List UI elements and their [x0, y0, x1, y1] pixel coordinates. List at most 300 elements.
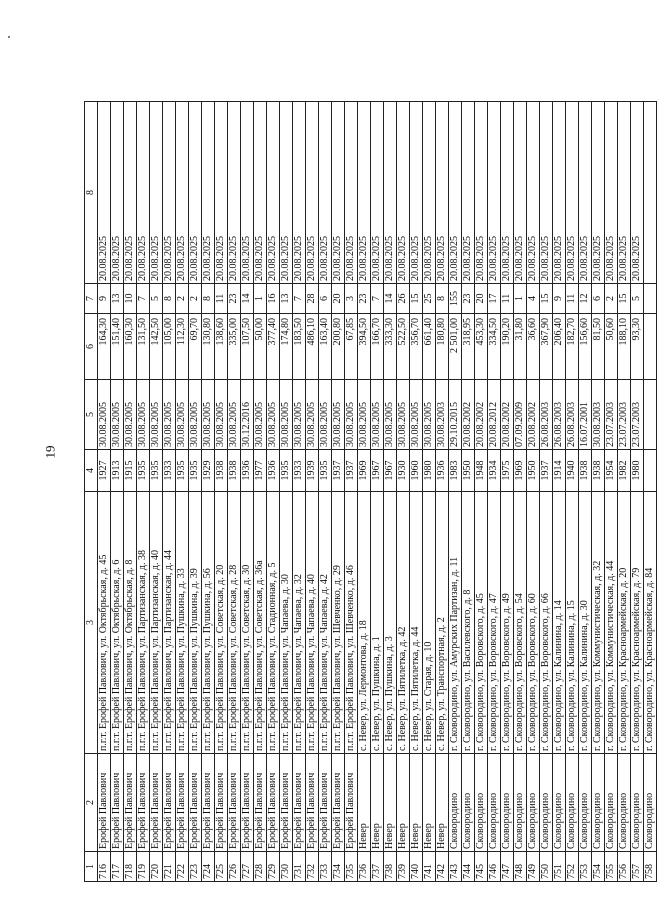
- cell-area: 522,50: [397, 314, 410, 380]
- cell-qty: 7: [137, 284, 150, 314]
- cell-address: г. Сковородино, ул. Красноармейская, д. 84: [644, 492, 657, 754]
- cell-locality: Сковородино: [579, 754, 592, 852]
- cell-area: 486,10: [306, 314, 319, 380]
- cell-num: 729: [267, 852, 280, 882]
- cell-num: 747: [501, 852, 514, 882]
- cell-qty: 7: [293, 284, 306, 314]
- cell-address: п.г.т. Ерофей Павлович, ул. Партизанская, д. 38: [137, 492, 150, 754]
- column-header-1: 1: [85, 852, 98, 882]
- cell-num: 737: [371, 852, 384, 882]
- table-row: [306, 102, 319, 882]
- cell-date2: 20.08.2025: [605, 102, 618, 284]
- cell-locality: Ерофей Павлович: [111, 754, 124, 852]
- cell-qty: 26: [397, 284, 410, 314]
- cell-date2: [644, 102, 657, 284]
- table-row: [462, 102, 475, 882]
- cell-address: с. Невер, ул. Лермонтова, д. 18: [358, 492, 371, 754]
- table-row: [254, 102, 267, 882]
- table-row: [436, 102, 449, 882]
- cell-num: 739: [397, 852, 410, 882]
- cell-area: 180,80: [436, 314, 449, 380]
- table-row: [488, 102, 501, 882]
- cell-num: 738: [384, 852, 397, 882]
- cell-date: 07.09.2009: [514, 380, 527, 450]
- cell-date: 30.08.2005: [397, 380, 410, 450]
- cell-qty: 2: [189, 284, 202, 314]
- table-row: [332, 102, 345, 882]
- cell-date2: 20.08.2025: [345, 102, 358, 284]
- table-row: [241, 102, 254, 882]
- table-row: [215, 102, 228, 882]
- table-row: [475, 102, 488, 882]
- cell-year: 1937: [540, 450, 553, 492]
- cell-area: 36,60: [527, 314, 540, 380]
- cell-date: 30.08.2005: [137, 380, 150, 450]
- cell-address: п.г.т. Ерофей Павлович, ул. Шевченко, д. 46: [345, 492, 358, 754]
- cell-area: 160,30: [124, 314, 137, 380]
- table-row: [579, 102, 592, 882]
- cell-area: 166,70: [371, 314, 384, 380]
- cell-area: 453,30: [475, 314, 488, 380]
- table-row: [150, 102, 163, 882]
- cell-address: с. Невер, ул. Пушкина, д. 1: [371, 492, 384, 754]
- cell-address: с. Невер, ул. Пятилетка, д. 42: [397, 492, 410, 754]
- cell-locality: Ерофей Павлович: [176, 754, 189, 852]
- cell-year: 1933: [163, 450, 176, 492]
- cell-num: 723: [189, 852, 202, 882]
- cell-num: 755: [605, 852, 618, 882]
- cell-num: 741: [423, 852, 436, 882]
- cell-date: 30.08.2005: [202, 380, 215, 450]
- table-row: [176, 102, 189, 882]
- table-row: [202, 102, 215, 882]
- cell-address: п.г.т. Ерофей Павлович, ул. Советская, д. 20: [215, 492, 228, 754]
- cell-date2: 20.08.2025: [241, 102, 254, 284]
- cell-date: 26.08.2003: [553, 380, 566, 450]
- table-row: [618, 102, 631, 882]
- cell-address: с. Невер, ул. Старая, д. 10: [423, 492, 436, 754]
- cell-num: 730: [280, 852, 293, 882]
- cell-area: 2 501,00: [449, 314, 462, 380]
- cell-locality: Ерофей Павлович: [332, 754, 345, 852]
- cell-locality: Сковородино: [605, 754, 618, 852]
- table-row: [592, 102, 605, 882]
- cell-year: 1934: [488, 450, 501, 492]
- cell-address: п.г.т. Ерофей Павлович, ул. Советская, д. 36а: [254, 492, 267, 754]
- cell-qty: 8: [163, 284, 176, 314]
- cell-date2: 20.08.2025: [488, 102, 501, 284]
- cell-year: 1948: [475, 450, 488, 492]
- cell-address: п.г.т. Ерофей Павлович, ул. Партизанская, д. 40: [150, 492, 163, 754]
- cell-area: 661,40: [423, 314, 436, 380]
- cell-date2: 20.08.2025: [514, 102, 527, 284]
- cell-year: 1937: [345, 450, 358, 492]
- cell-date: 20.08.2012: [488, 380, 501, 450]
- column-header-4: 4: [85, 450, 98, 492]
- cell-locality: Ерофей Павлович: [228, 754, 241, 852]
- column-header-5: 5: [85, 380, 98, 450]
- cell-address: п.г.т. Ерофей Павлович, ул. Стадионная, д. 5: [267, 492, 280, 754]
- table-row: [267, 102, 280, 882]
- cell-address: с. Невер, ул. Транспортная, д. 2: [436, 492, 449, 754]
- table-row: [228, 102, 241, 882]
- cell-year: 1929: [202, 450, 215, 492]
- cell-qty: 8: [436, 284, 449, 314]
- cell-year: 1967: [384, 450, 397, 492]
- cell-num: 720: [150, 852, 163, 882]
- cell-qty: 2: [176, 284, 189, 314]
- cell-num: 742: [436, 852, 449, 882]
- cell-year: 1982: [618, 450, 631, 492]
- cell-year: 1936: [436, 450, 449, 492]
- cell-area: 333,30: [384, 314, 397, 380]
- cell-num: 725: [215, 852, 228, 882]
- cell-address: г. Сковородино, ул. Воровского, д. 47: [488, 492, 501, 754]
- cell-date: 30.08.2005: [423, 380, 436, 450]
- cell-qty: 4: [527, 284, 540, 314]
- cell-qty: 6: [319, 284, 332, 314]
- cell-area: 188,10: [618, 314, 631, 380]
- table-row: [358, 102, 371, 882]
- cell-locality: Невер: [397, 754, 410, 852]
- cell-year: 1940: [566, 450, 579, 492]
- cell-date2: 20.08.2025: [618, 102, 631, 284]
- cell-num: 748: [514, 852, 527, 882]
- cell-locality: Ерофей Павлович: [189, 754, 202, 852]
- cell-locality: Ерофей Павлович: [137, 754, 150, 852]
- column-header-3: 3: [85, 492, 98, 754]
- cell-area: 356,70: [410, 314, 423, 380]
- cell-address: п.г.т. Ерофей Павлович, ул. Чапаева, д. 42: [319, 492, 332, 754]
- column-header-2: 2: [85, 754, 98, 852]
- cell-date2: 20.08.2025: [592, 102, 605, 284]
- cell-area: 31,80: [514, 314, 527, 380]
- cell-date2: 20.08.2025: [189, 102, 202, 284]
- cell-date2: 20.08.2025: [98, 102, 111, 284]
- cell-area: 50,00: [254, 314, 267, 380]
- cell-num: 718: [124, 852, 137, 882]
- housing-registry-table: [84, 101, 657, 882]
- cell-locality: Сковородино: [475, 754, 488, 852]
- cell-qty: 12: [579, 284, 592, 314]
- cell-locality: Ерофей Павлович: [280, 754, 293, 852]
- cell-qty: 13: [111, 284, 124, 314]
- cell-num: 753: [579, 852, 592, 882]
- cell-address: п.г.т. Ерофей Павлович, ул. Пушкина, д. 39: [189, 492, 202, 754]
- cell-address: г. Сковородино, ул. Воровского, д. 49: [501, 492, 514, 754]
- cell-address: п.г.т. Ерофей Павлович, ул. Советская, д. 28: [228, 492, 241, 754]
- cell-date: 29.10.2015: [449, 380, 462, 450]
- cell-area: 142,50: [150, 314, 163, 380]
- cell-qty: 23: [462, 284, 475, 314]
- cell-area: 131,50: [137, 314, 150, 380]
- cell-area: 130,80: [202, 314, 215, 380]
- scan-speck: [8, 36, 10, 38]
- cell-year: 1935: [189, 450, 202, 492]
- cell-date2: 20.08.2025: [306, 102, 319, 284]
- cell-year: 1935: [176, 450, 189, 492]
- cell-qty: 13: [280, 284, 293, 314]
- cell-area: 138,60: [215, 314, 228, 380]
- column-header-8: 8: [85, 102, 98, 284]
- cell-date: 30.08.2005: [332, 380, 345, 450]
- cell-date: 20.08.2002: [527, 380, 540, 450]
- table-row: [137, 102, 150, 882]
- cell-year: 1967: [371, 450, 384, 492]
- cell-num: 736: [358, 852, 371, 882]
- cell-address: г. Сковородино, ул. Воровского, д. 60: [527, 492, 540, 754]
- cell-year: 1983: [449, 450, 462, 492]
- cell-date2: 20.08.2025: [163, 102, 176, 284]
- cell-locality: Сковородино: [618, 754, 631, 852]
- cell-num: 733: [319, 852, 332, 882]
- cell-date: 30.08.2005: [176, 380, 189, 450]
- cell-area: 81,50: [592, 314, 605, 380]
- cell-date2: 20.08.2025: [371, 102, 384, 284]
- cell-address: п.г.т. Ерофей Павлович, ул. Пушкина, д. 56: [202, 492, 215, 754]
- cell-year: 1930: [397, 450, 410, 492]
- cell-locality: Ерофей Павлович: [202, 754, 215, 852]
- cell-address: п.г.т. Ерофей Павлович, ул. Шевченко, д. 29: [332, 492, 345, 754]
- cell-qty: 25: [423, 284, 436, 314]
- cell-locality: Ерофей Павлович: [293, 754, 306, 852]
- cell-num: 721: [163, 852, 176, 882]
- cell-date2: 20.08.2025: [293, 102, 306, 284]
- table-row: [371, 102, 384, 882]
- cell-locality: Ерофей Павлович: [254, 754, 267, 852]
- cell-address: г. Сковородино, ул. Коммунистическая, д. 32: [592, 492, 605, 754]
- cell-locality: Невер: [358, 754, 371, 852]
- cell-locality: Сковородино: [592, 754, 605, 852]
- cell-date: 26.08.2003: [566, 380, 579, 450]
- cell-num: 749: [527, 852, 540, 882]
- cell-locality: Ерофей Павлович: [124, 754, 137, 852]
- cell-locality: Сковородино: [644, 754, 657, 852]
- cell-locality: Сковородино: [566, 754, 579, 852]
- cell-date: 30.08.2005: [280, 380, 293, 450]
- cell-year: 1935: [319, 450, 332, 492]
- cell-date: 30.08.2005: [215, 380, 228, 450]
- cell-num: 719: [137, 852, 150, 882]
- cell-locality: Сковородино: [540, 754, 553, 852]
- cell-num: 751: [553, 852, 566, 882]
- cell-area: 67,85: [345, 314, 358, 380]
- cell-area: 335,00: [228, 314, 241, 380]
- cell-locality: Сковородино: [449, 754, 462, 852]
- cell-date: 20.08.2002: [501, 380, 514, 450]
- cell-num: 716: [98, 852, 111, 882]
- cell-area: 151,40: [111, 314, 124, 380]
- rotated-table-frame: [84, 102, 655, 882]
- cell-date: 30.08.2005: [98, 380, 111, 450]
- cell-address: п.г.т. Ерофей Павлович, ул. Октябрьская, д. 45: [98, 492, 111, 754]
- cell-locality: Сковородино: [501, 754, 514, 852]
- cell-qty: 23: [358, 284, 371, 314]
- table-row: [566, 102, 579, 882]
- cell-locality: Сковородино: [488, 754, 501, 852]
- table-row: [163, 102, 176, 882]
- cell-date: [644, 380, 657, 450]
- cell-qty: 155: [449, 284, 462, 314]
- cell-area: 156,60: [579, 314, 592, 380]
- cell-address: п.г.т. Ерофей Павлович, ул. Чапаева, д. 40: [306, 492, 319, 754]
- table-row: [280, 102, 293, 882]
- table-row: [631, 102, 644, 882]
- cell-num: 728: [254, 852, 267, 882]
- cell-num: 758: [644, 852, 657, 882]
- table-row: [527, 102, 540, 882]
- cell-area: 377,40: [267, 314, 280, 380]
- cell-date2: 20.08.2025: [228, 102, 241, 284]
- cell-address: г. Сковородино, ул. Амурских Партизан, д. 11: [449, 492, 462, 754]
- cell-qty: 17: [488, 284, 501, 314]
- cell-year: 1936: [241, 450, 254, 492]
- cell-date2: 20.08.2025: [527, 102, 540, 284]
- cell-locality: Ерофей Павлович: [215, 754, 228, 852]
- cell-date2: 20.08.2025: [267, 102, 280, 284]
- cell-date2: 20.08.2025: [397, 102, 410, 284]
- cell-date2: 20.08.2025: [124, 102, 137, 284]
- cell-address: г. Сковородино, ул. Василевского, д. 8: [462, 492, 475, 754]
- cell-date2: 20.08.2025: [566, 102, 579, 284]
- cell-qty: 1: [514, 284, 527, 314]
- cell-year: 1980: [423, 450, 436, 492]
- table-row: [345, 102, 358, 882]
- page-number: 19: [42, 445, 58, 459]
- cell-date: 20.08.2002: [462, 380, 475, 450]
- cell-date: 30.08.2005: [293, 380, 306, 450]
- table-row: [189, 102, 202, 882]
- cell-year: [644, 450, 657, 492]
- cell-address: г. Сковородино, ул. Красноармейская, д. 20: [618, 492, 631, 754]
- cell-qty: 20: [475, 284, 488, 314]
- cell-area: 200,80: [332, 314, 345, 380]
- cell-year: 1913: [111, 450, 124, 492]
- cell-area: 182,70: [566, 314, 579, 380]
- registry-table-container: [84, 102, 655, 882]
- cell-year: 1969: [514, 450, 527, 492]
- table-row: [293, 102, 306, 882]
- cell-num: 732: [306, 852, 319, 882]
- cell-qty: 16: [267, 284, 280, 314]
- cell-year: 1950: [462, 450, 475, 492]
- cell-date: 30.08.2005: [306, 380, 319, 450]
- cell-year: 1938: [579, 450, 592, 492]
- cell-area: [644, 314, 657, 380]
- cell-date: 30.08.2005: [410, 380, 423, 450]
- cell-qty: 5: [631, 284, 644, 314]
- cell-date: 23.07.2003: [605, 380, 618, 450]
- cell-date: 30.08.2005: [345, 380, 358, 450]
- cell-date2: 20.08.2025: [553, 102, 566, 284]
- cell-num: 734: [332, 852, 345, 882]
- cell-locality: Невер: [371, 754, 384, 852]
- table-row: [124, 102, 137, 882]
- cell-date2: 20.08.2025: [358, 102, 371, 284]
- cell-locality: Сковородино: [553, 754, 566, 852]
- cell-date2: 20.08.2025: [423, 102, 436, 284]
- cell-locality: Ерофей Павлович: [150, 754, 163, 852]
- cell-area: 183,50: [293, 314, 306, 380]
- cell-num: 756: [618, 852, 631, 882]
- cell-date2: 20.08.2025: [215, 102, 228, 284]
- cell-address: п.г.т. Ерофей Павлович, ул. Октябрьская, д. 6: [111, 492, 124, 754]
- cell-date: 30.08.2003: [436, 380, 449, 450]
- table-row: [98, 102, 111, 882]
- cell-num: 743: [449, 852, 462, 882]
- cell-qty: 8: [202, 284, 215, 314]
- cell-num: 745: [475, 852, 488, 882]
- table-row: [384, 102, 397, 882]
- cell-date: 30.08.2005: [319, 380, 332, 450]
- cell-date: 20.08.2002: [475, 380, 488, 450]
- cell-date2: 20.08.2025: [475, 102, 488, 284]
- cell-year: 1938: [592, 450, 605, 492]
- cell-date2: 20.08.2025: [579, 102, 592, 284]
- cell-qty: 11: [215, 284, 228, 314]
- cell-year: 1935: [150, 450, 163, 492]
- table-row: [449, 102, 462, 882]
- cell-year: 1938: [215, 450, 228, 492]
- cell-locality: Невер: [384, 754, 397, 852]
- cell-qty: 9: [98, 284, 111, 314]
- cell-area: 174,80: [280, 314, 293, 380]
- cell-area: 367,90: [540, 314, 553, 380]
- cell-date2: 20.08.2025: [137, 102, 150, 284]
- cell-num: 735: [345, 852, 358, 882]
- cell-date2: 20.08.2025: [449, 102, 462, 284]
- cell-locality: Сковородино: [527, 754, 540, 852]
- cell-area: 112,30: [176, 314, 189, 380]
- cell-year: 1915: [124, 450, 137, 492]
- cell-year: 1927: [98, 450, 111, 492]
- cell-year: 1950: [527, 450, 540, 492]
- cell-address: г. Сковородино, ул. Воровского, д. 45: [475, 492, 488, 754]
- cell-address: г. Сковородино, ул. Воровского, д. 66: [540, 492, 553, 754]
- cell-qty: 7: [371, 284, 384, 314]
- table-row: [410, 102, 423, 882]
- cell-address: г. Сковородино, ул. Калинина, д. 14: [553, 492, 566, 754]
- cell-date2: 20.08.2025: [254, 102, 267, 284]
- cell-year: 1954: [605, 450, 618, 492]
- cell-area: 93,30: [631, 314, 644, 380]
- cell-address: с. Невер, ул. Пятилетка, д. 44: [410, 492, 423, 754]
- cell-locality: Сковородино: [514, 754, 527, 852]
- cell-address: п.г.т. Ерофей Павлович, ул. Чапаева, д. 30: [280, 492, 293, 754]
- cell-qty: 11: [501, 284, 514, 314]
- cell-qty: 15: [540, 284, 553, 314]
- cell-area: 69,70: [189, 314, 202, 380]
- cell-year: 1937: [332, 450, 345, 492]
- cell-locality: Ерофей Павлович: [241, 754, 254, 852]
- table-row: [397, 102, 410, 882]
- cell-address: г. Сковородино, ул. Воровского, д. 54: [514, 492, 527, 754]
- cell-address: г. Сковородино, ул. Коммунистическая, д. 44: [605, 492, 618, 754]
- cell-area: 318,95: [462, 314, 475, 380]
- table-row: [605, 102, 618, 882]
- cell-date2: 20.08.2025: [501, 102, 514, 284]
- cell-year: 1933: [293, 450, 306, 492]
- cell-num: 717: [111, 852, 124, 882]
- cell-qty: 15: [410, 284, 423, 314]
- cell-date: 30.08.2005: [163, 380, 176, 450]
- cell-qty: 14: [241, 284, 254, 314]
- cell-locality: Невер: [436, 754, 449, 852]
- cell-num: 744: [462, 852, 475, 882]
- cell-qty: 11: [566, 284, 579, 314]
- cell-date: 30.08.2005: [254, 380, 267, 450]
- cell-area: 164,30: [98, 314, 111, 380]
